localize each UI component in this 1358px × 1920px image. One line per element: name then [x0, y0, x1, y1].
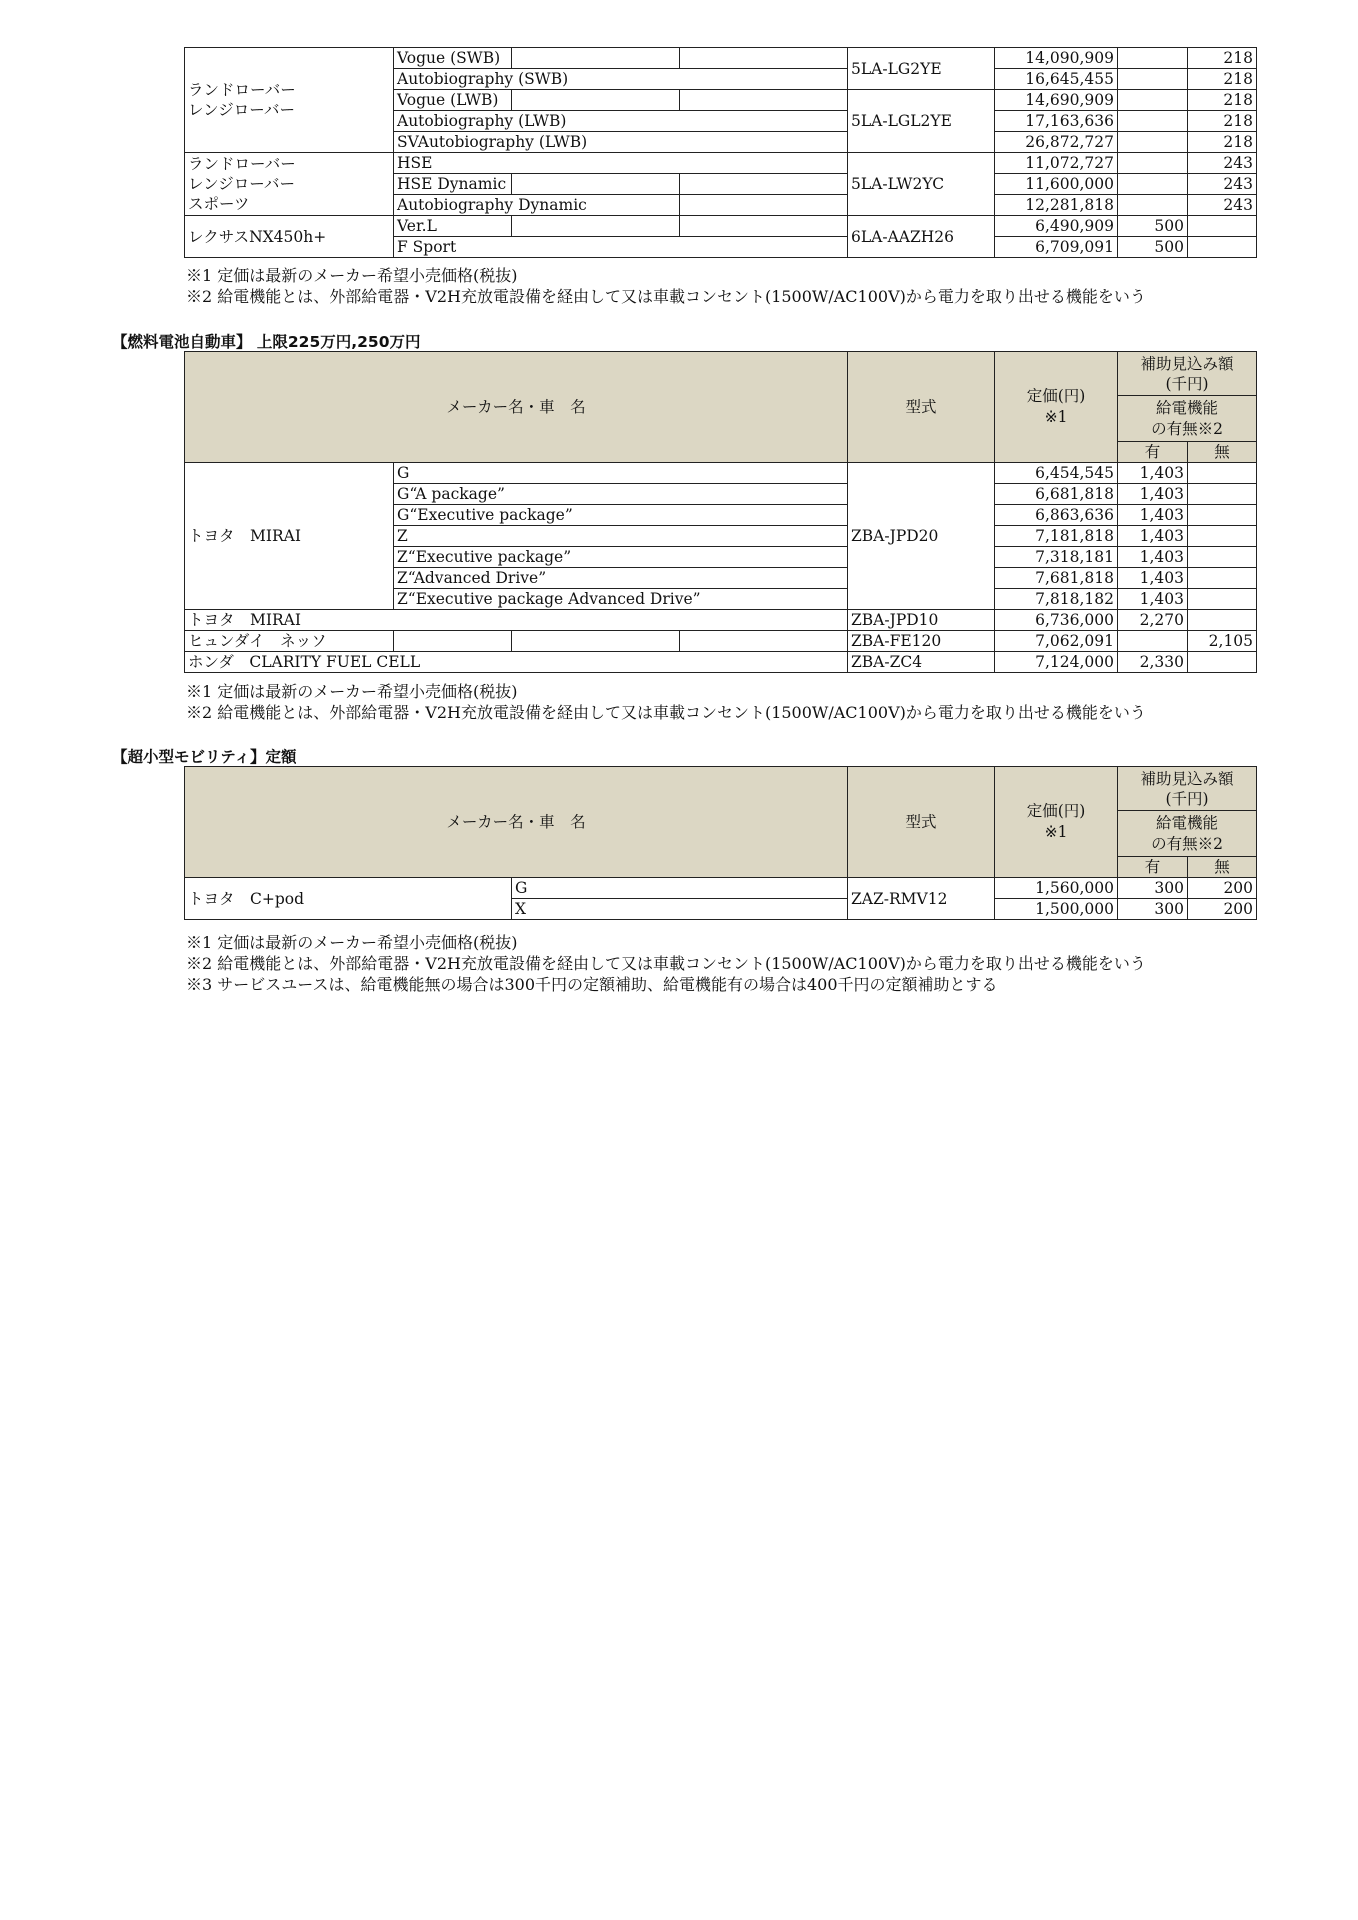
model-cell: ZBA-JPD10: [848, 610, 995, 631]
with-cell: [1118, 90, 1188, 111]
without-cell: 243: [1188, 153, 1257, 174]
maker-cell: トヨタ C+pod: [185, 878, 512, 920]
grade-cell: Ver.L: [394, 216, 512, 237]
ev-continuation-table: [184, 47, 1257, 258]
without-cell: 200: [1188, 878, 1257, 899]
price-cell: 6,490,909: [995, 216, 1118, 237]
table-row: [185, 610, 1257, 631]
table-row: [185, 631, 1257, 652]
header-model: 型式: [848, 352, 995, 463]
header-price: 定価(円) ※1: [995, 352, 1118, 463]
without-cell: 243: [1188, 174, 1257, 195]
without-cell: [1188, 526, 1257, 547]
with-cell: 1,403: [1118, 484, 1188, 505]
blank-cell: [680, 174, 848, 195]
price-cell: 14,090,909: [995, 48, 1118, 69]
without-cell: 2,105: [1188, 631, 1257, 652]
price-cell: 6,736,000: [995, 610, 1118, 631]
fuel-cell-table: [184, 351, 1257, 673]
maker-cell: レクサスNX450h+: [185, 216, 394, 258]
footnote: ※3 サービスユースは、給電機能無の場合は300千円の定額補助、給電機能有の場合は400千円の定額補助とする: [186, 975, 998, 994]
blank-cell: [680, 216, 848, 237]
price-cell: 6,863,636: [995, 505, 1118, 526]
footnote: ※2 給電機能とは、外部給電器・V2H充放電設備を経由して又は車載コンセント(1500W/AC100V)から電力を取り出せる機能をいう: [186, 954, 1146, 973]
without-cell: [1188, 589, 1257, 610]
model-cell: 5LA-LG2YE: [848, 48, 995, 90]
header-feature: 給電機能 の有無※2: [1118, 811, 1257, 857]
price-cell: 17,163,636: [995, 111, 1118, 132]
without-cell: 218: [1188, 90, 1257, 111]
price-cell: 1,500,000: [995, 899, 1118, 920]
grade-cell: Vogue (LWB): [394, 90, 512, 111]
header-with: 有: [1118, 857, 1188, 878]
with-cell: [1118, 174, 1188, 195]
price-cell: 26,872,727: [995, 132, 1118, 153]
with-cell: 500: [1118, 237, 1188, 258]
header-feature: 給電機能 の有無※2: [1118, 396, 1257, 442]
with-cell: 300: [1118, 878, 1188, 899]
without-cell: 218: [1188, 69, 1257, 90]
header-without: 無: [1188, 442, 1257, 463]
with-cell: 1,403: [1118, 505, 1188, 526]
section-title: 【超小型モビリティ】定額: [112, 748, 297, 766]
grade-cell: HSE: [394, 153, 848, 174]
blank-cell: [680, 90, 848, 111]
grade-cell: HSE Dynamic: [394, 174, 512, 195]
header-with: 有: [1118, 442, 1188, 463]
with-cell: [1118, 111, 1188, 132]
without-cell: [1188, 652, 1257, 673]
model-cell: 6LA-AAZH26: [848, 216, 995, 258]
price-cell: 7,818,182: [995, 589, 1118, 610]
grade-cell: Z“Executive package Advanced Drive”: [394, 589, 848, 610]
grade-cell: Vogue (SWB): [394, 48, 512, 69]
grade-cell: SVAutobiography (LWB): [394, 132, 848, 153]
model-cell: ZAZ-RMV12: [848, 878, 995, 920]
footnote: ※2 給電機能とは、外部給電器・V2H充放電設備を経由して又は車載コンセント(1500W/AC100V)から電力を取り出せる機能をいう: [186, 703, 1146, 722]
blank-cell: [512, 90, 680, 111]
table-row: [185, 652, 1257, 673]
without-cell: 218: [1188, 48, 1257, 69]
model-cell: 5LA-LW2YC: [848, 153, 995, 216]
with-cell: 2,270: [1118, 610, 1188, 631]
price-cell: 7,681,818: [995, 568, 1118, 589]
table-row: [185, 463, 1257, 484]
blank-cell: [512, 174, 680, 195]
price-cell: 1,560,000: [995, 878, 1118, 899]
without-cell: 200: [1188, 899, 1257, 920]
price-cell: 7,318,181: [995, 547, 1118, 568]
grade-cell: Autobiography Dynamic: [394, 195, 680, 216]
without-cell: [1188, 216, 1257, 237]
without-cell: [1188, 568, 1257, 589]
with-cell: [1118, 48, 1188, 69]
grade-cell: G: [394, 463, 848, 484]
model-cell: ZBA-FE120: [848, 631, 995, 652]
without-cell: 218: [1188, 111, 1257, 132]
price-cell: 6,681,818: [995, 484, 1118, 505]
table-row: [185, 878, 1257, 899]
grade-cell: Autobiography (LWB): [394, 111, 848, 132]
maker-cell: ホンダ CLARITY FUEL CELL: [185, 652, 848, 673]
grade-cell: G“A package”: [394, 484, 848, 505]
without-cell: [1188, 610, 1257, 631]
grade-cell: Z: [394, 526, 848, 547]
with-cell: 1,403: [1118, 463, 1188, 484]
footnote: ※1 定価は最新のメーカー希望小売価格(税抜): [186, 682, 518, 701]
without-cell: [1188, 505, 1257, 526]
with-cell: 1,403: [1118, 547, 1188, 568]
header-subsidy: 補助見込み額 (千円): [1118, 767, 1257, 811]
model-cell: 5LA-LGL2YE: [848, 90, 995, 153]
grade-cell: Autobiography (SWB): [394, 69, 848, 90]
header-maker-car: メーカー名・車 名: [185, 767, 848, 878]
footnote: ※1 定価は最新のメーカー希望小売価格(税抜): [186, 933, 518, 952]
table-row: [185, 153, 1257, 174]
header-subsidy: 補助見込み額 (千円): [1118, 352, 1257, 396]
with-cell: [1118, 132, 1188, 153]
with-cell: 500: [1118, 216, 1188, 237]
mobility-table: [184, 766, 1257, 920]
price-cell: 16,645,455: [995, 69, 1118, 90]
with-cell: 1,403: [1118, 568, 1188, 589]
grade-cell: G: [512, 878, 848, 899]
price-cell: 14,690,909: [995, 90, 1118, 111]
grade-cell: Z“Advanced Drive”: [394, 568, 848, 589]
section-title: 【燃料電池自動車】 上限225万円,250万円: [112, 333, 421, 351]
with-cell: [1118, 153, 1188, 174]
price-cell: 11,600,000: [995, 174, 1118, 195]
blank-cell: [512, 631, 680, 652]
price-cell: 7,062,091: [995, 631, 1118, 652]
grade-cell: X: [512, 899, 848, 920]
table-row: [185, 216, 1257, 237]
model-cell: ZBA-JPD20: [848, 463, 995, 610]
with-cell: [1118, 631, 1188, 652]
without-cell: [1188, 484, 1257, 505]
model-cell: ZBA-ZC4: [848, 652, 995, 673]
maker-cell: トヨタ MIRAI: [185, 610, 848, 631]
without-cell: 243: [1188, 195, 1257, 216]
with-cell: 300: [1118, 899, 1188, 920]
price-cell: 11,072,727: [995, 153, 1118, 174]
footnote: ※1 定価は最新のメーカー希望小売価格(税抜): [186, 266, 518, 285]
blank-cell: [512, 48, 680, 69]
grade-cell: G“Executive package”: [394, 505, 848, 526]
blank-cell: [680, 195, 848, 216]
header-without: 無: [1188, 857, 1257, 878]
price-cell: 6,454,545: [995, 463, 1118, 484]
price-cell: 12,281,818: [995, 195, 1118, 216]
without-cell: 218: [1188, 132, 1257, 153]
blank-cell: [680, 631, 848, 652]
price-cell: 7,181,818: [995, 526, 1118, 547]
header-price: 定価(円) ※1: [995, 767, 1118, 878]
without-cell: [1188, 547, 1257, 568]
without-cell: [1188, 463, 1257, 484]
blank-cell: [680, 48, 848, 69]
price-cell: 7,124,000: [995, 652, 1118, 673]
with-cell: 2,330: [1118, 652, 1188, 673]
footnote: ※2 給電機能とは、外部給電器・V2H充放電設備を経由して又は車載コンセント(1500W/AC100V)から電力を取り出せる機能をいう: [186, 287, 1146, 306]
maker-cell: ヒュンダイ ネッソ: [185, 631, 394, 652]
table-row: [185, 48, 1257, 69]
with-cell: [1118, 195, 1188, 216]
price-cell: 6,709,091: [995, 237, 1118, 258]
maker-cell: ランドローバー レンジローバー スポーツ: [185, 153, 394, 216]
with-cell: [1118, 69, 1188, 90]
maker-cell: ランドローバー レンジローバー: [185, 48, 394, 153]
header-model: 型式: [848, 767, 995, 878]
with-cell: 1,403: [1118, 589, 1188, 610]
blank-cell: [512, 216, 680, 237]
blank-cell: [394, 631, 512, 652]
with-cell: 1,403: [1118, 526, 1188, 547]
grade-cell: F Sport: [394, 237, 848, 258]
grade-cell: Z“Executive package”: [394, 547, 848, 568]
header-maker-car: メーカー名・車 名: [185, 352, 848, 463]
maker-cell: トヨタ MIRAI: [185, 463, 394, 610]
without-cell: [1188, 237, 1257, 258]
